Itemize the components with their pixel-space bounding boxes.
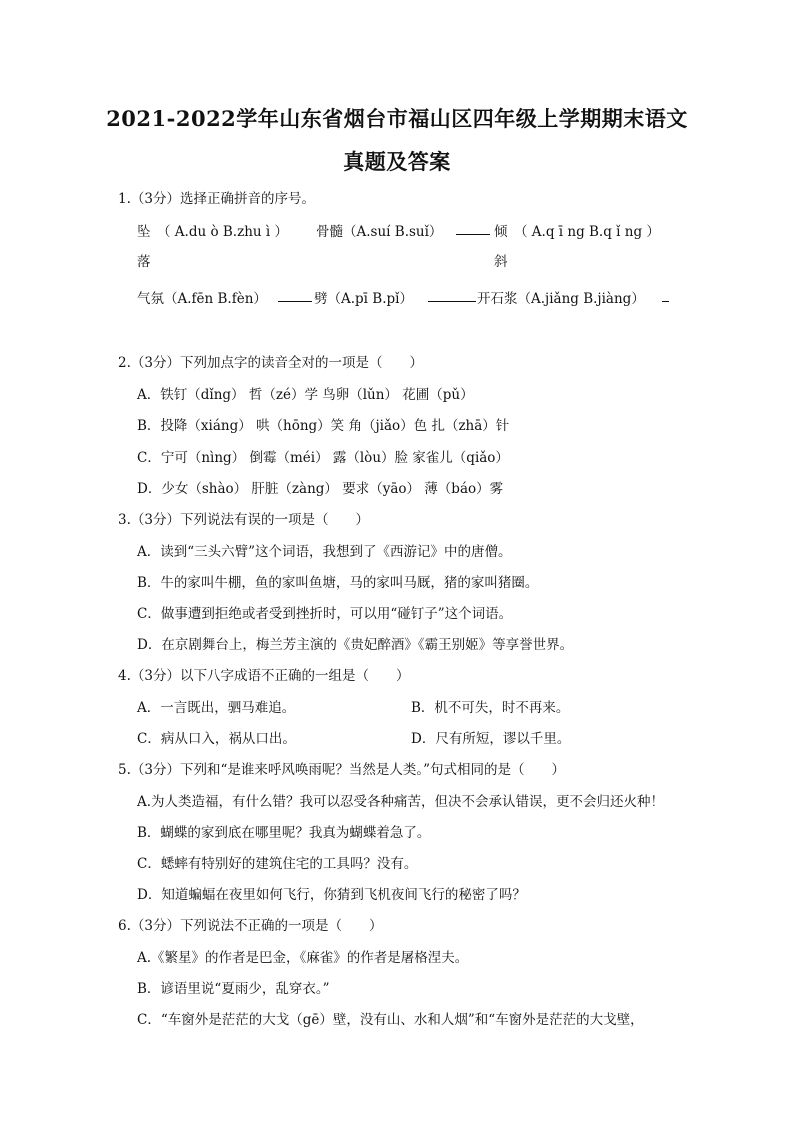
q1-options-qing: （ A.q ī ng B.q ǐ ng ）	[514, 224, 660, 240]
q1-option-gusui: 骨髓（A.suí B.suǐ）	[316, 224, 443, 240]
q1-answer-blank-4[interactable]	[662, 288, 669, 302]
q1-answer-blank-3[interactable]	[428, 288, 476, 302]
q2-option-a[interactable]: A．铁钉（dǐng） 哲（zé）学 鸟卵（lǔn） 花圃（pǔ）	[137, 387, 474, 403]
q4-option-b[interactable]: B．机不可失，时不再来。	[411, 700, 570, 716]
q1-word-luo: 落	[137, 254, 151, 270]
q5-option-d[interactable]: D．知道蝙蝠在夜里如何飞行，你猜到飞机夜间飞行的秘密了吗？	[137, 887, 526, 903]
q4-option-c[interactable]: C．病从口入，祸从口出。	[137, 731, 296, 747]
q1-option-qifen: 气氛（A.fēn B.fèn）	[137, 291, 267, 307]
q3-option-a[interactable]: A．读到“三头六臂”这个词语，我想到了《西游记》中的唐僧。	[137, 544, 512, 560]
q1-answer-blank-2[interactable]	[278, 288, 312, 302]
question-4-stem: 4.（3分）以下八字成语不正确的一组是（ ）	[118, 668, 410, 684]
q5-option-b[interactable]: B．蝴蝶的家到底在哪里呢？我真为蝴蝶着急了。	[137, 825, 431, 841]
question-2-stem: 2.（3分）下列加点字的读音全对的一项是（ ）	[118, 355, 423, 371]
document-title-line-2: 真题及答案	[343, 149, 451, 174]
q1-option-pi: 劈（A.pī B.pǐ）	[314, 291, 413, 307]
q1-word-zhui: 坠	[137, 224, 151, 240]
document-title-line-1: 2021-2022学年山东省烟台市福山区四年级上学期期末语文	[106, 106, 688, 131]
q6-option-c[interactable]: C．“车窗外是茫茫的大戈（gē）壁，没有山、水和人烟”和“车窗外是茫茫的大戈壁，	[137, 1012, 644, 1028]
q1-options-zhui: （ A.du ò B.zhu ì ）	[157, 224, 288, 240]
q2-option-c[interactable]: C．宁可（nìng） 倒霉（méi） 露（lòu）脸 家雀儿（qiǎo）	[137, 450, 509, 466]
q1-answer-blank-1[interactable]	[456, 221, 490, 235]
q6-option-b[interactable]: B．谚语里说“夏雨少，乱穿衣。”	[137, 981, 330, 997]
q3-option-c[interactable]: C．做事遭到拒绝或者受到挫折时，可以用“碰钉子”这个词语。	[137, 606, 513, 622]
question-3-stem: 3.（3分）下列说法有误的一项是（ ）	[118, 512, 369, 528]
q1-word-xie: 斜	[494, 254, 508, 270]
q4-option-d[interactable]: D．尺有所短，谬以千里。	[411, 731, 571, 747]
q2-option-d[interactable]: D．少女（shào） 肝脏（zàng） 要求（yāo） 薄（báo）雾	[137, 481, 504, 497]
q3-option-b[interactable]: B．牛的家叫牛棚，鱼的家叫鱼塘，马的家叫马厩，猪的家叫猪圈。	[137, 575, 539, 591]
question-6-stem: 6.（3分）下列说法不正确的一项是（ ）	[118, 918, 383, 934]
q1-option-jiang: 开石浆（A.jiǎng B.jiàng）	[477, 291, 645, 307]
question-5-stem: 5.（3分）下列和“是谁来呼风唤雨呢？当然是人类。”句式相同的是（ ）	[118, 762, 566, 778]
q5-option-a[interactable]: A.为人类造福，有什么错？我可以忍受各种痛苦，但决不会承认错误，更不会归还火种！	[137, 794, 665, 810]
q6-option-a[interactable]: A.《繁星》的作者是巴金，《麻雀》的作者是屠格涅夫。	[137, 950, 469, 966]
question-1-stem: 1.（3分）选择正确拼音的序号。	[118, 191, 315, 207]
q1-word-qing: 倾	[494, 224, 508, 240]
q3-option-d[interactable]: D．在京剧舞台上，梅兰芳主演的《贵妃醉酒》《霸王别姬》等享誉世界。	[137, 637, 574, 653]
q5-option-c[interactable]: C．蟋蟀有特别好的建筑住宅的工具吗？没有。	[137, 856, 418, 872]
q4-option-a[interactable]: A．一言既出，驷马难追。	[137, 700, 296, 716]
q2-option-b[interactable]: B．投降（xiáng） 哄（hōng）笑 角（jiǎo）色 扎（zhā）针	[137, 418, 510, 434]
